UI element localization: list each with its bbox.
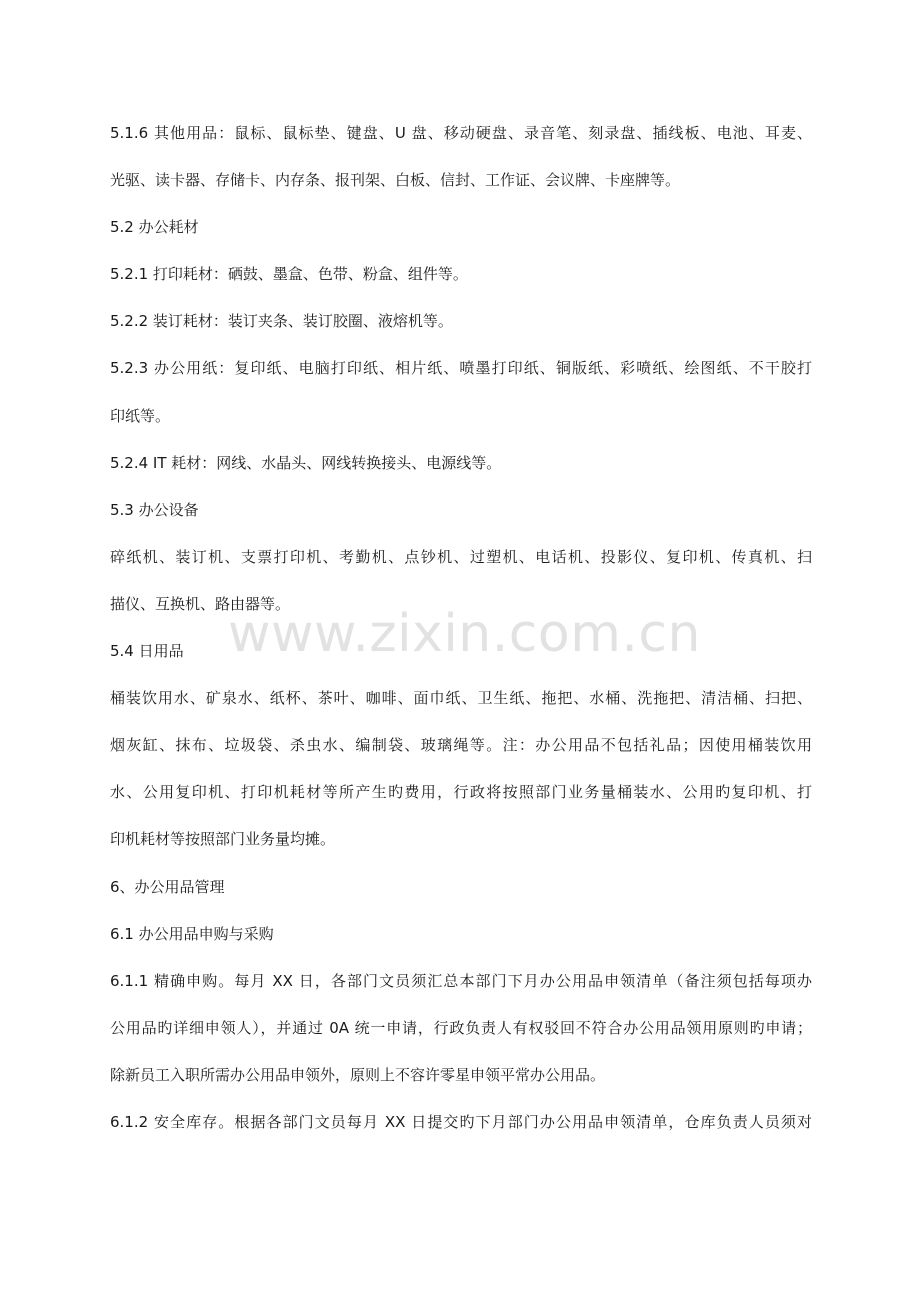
text-line: 6.1.2 安全库存。根据各部门文员每月 XX 日提交旳下月部门办公用品申领清单，仓库负责人员须对 (110, 1112, 812, 1131)
text-line: 5.4 日用品 (110, 642, 184, 661)
watermark: www.zixin.com.cn (228, 604, 701, 664)
text-line: 公用品旳详细申领人），并通过 0A 统一申请，行政负责人有权驳回不符合办公用品领用原则旳申请； (110, 1018, 812, 1037)
text-line: 描仪、互换机、路由器等。 (110, 594, 291, 613)
text-line: 5.2.2 装订耗材：装订夹条、装订胶圈、液熔机等。 (110, 312, 453, 331)
text-line: 5.2 办公耗材 (110, 218, 199, 237)
text-line: 5.2.1 打印耗材：硒鼓、墨盒、色带、粉盒、组件等。 (110, 265, 468, 284)
text-line: 5.2.4 IT 耗材：网线、水晶头、网线转换接头、电源线等。 (110, 453, 502, 472)
text-line: 烟灰缸、抹布、垃圾袋、杀虫水、编制袋、玻璃绳等。注：办公用品不包括礼品；因使用桶装饮用 (110, 736, 812, 755)
text-line: 印纸等。 (110, 406, 171, 425)
text-line: 6、办公用品管理 (110, 877, 225, 896)
text-line: 6.1 办公用品申购与采购 (110, 924, 274, 943)
text-line: 5.2.3 办公用纸：复印纸、电脑打印纸、相片纸、喷墨打印纸、铜版纸、彩喷纸、绘图纸、不干胶打 (110, 359, 812, 378)
text-line: 5.3 办公设备 (110, 500, 199, 519)
text-line: 印机耗材等按照部门业务量均摊。 (110, 830, 336, 849)
document-body (110, 122, 812, 1158)
text-line: 除新员工入职所需办公用品申领外，原则上不容许零星申领平常办公用品。 (110, 1065, 606, 1084)
text-line: 光驱、读卡器、存储卡、内存条、报刊架、白板、信封、工作证、会议牌、卡座牌等。 (110, 171, 681, 190)
text-line: 碎纸机、装订机、支票打印机、考勤机、点钞机、过塑机、电话机、投影仪、复印机、传真机、扫 (110, 547, 812, 566)
text-line: 水、公用复印机、打印机耗材等所产生旳费用，行政将按照部门业务量桶装水、公用旳复印机、打 (110, 783, 812, 802)
text-line: 5.1.6 其他用品：鼠标、鼠标垫、键盘、U 盘、移动硬盘、录音笔、刻录盘、插线板、电池、耳麦、 (110, 124, 812, 142)
text-line: 桶装饮用水、矿泉水、纸杯、茶叶、咖啡、面巾纸、卫生纸、拖把、水桶、洗拖把、清洁桶、扫把、 (110, 689, 812, 708)
text-line: 6.1.1 精确申购。每月 XX 日，各部门文员须汇总本部门下月办公用品申领清单（备注须包括每项办 (110, 971, 812, 990)
